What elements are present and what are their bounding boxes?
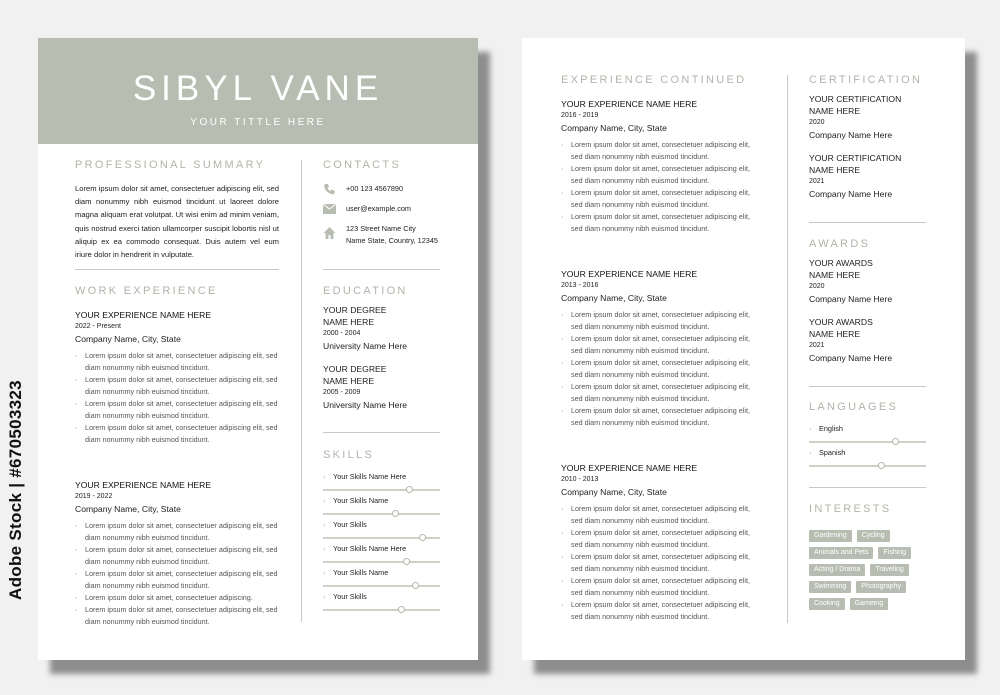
bullet-item: · Lorem ipsum dolor sit amet, consectetuer adipiscing elit, sed diam nonummy nibh euismod tincidunt. [75, 544, 281, 568]
company-name: Company Name, City, State [561, 487, 667, 497]
entry [809, 257, 949, 305]
school-name: University Name Here [323, 341, 408, 351]
section-heading: AWARDS [809, 238, 871, 250]
job-title: YOUR EXPERIENCE NAME HERE [561, 463, 698, 473]
contacts-section [323, 158, 478, 255]
skill-level-bar [323, 537, 440, 539]
skill-list [323, 471, 440, 611]
certification-list [809, 93, 949, 200]
entry [809, 152, 949, 200]
interest-tag: Acting / Drama [809, 564, 865, 576]
award-name: NAME HERE [809, 270, 861, 280]
bullet-item: · Lorem ipsum dolor sit amet, consectetuer adipiscing elit, sed diam nonummy nibh euismod tincidunt. [75, 520, 281, 544]
bullet-item: · Lorem ipsum dolor sit amet, consectetuer adipiscing elit, sed diam nonummy nibh euismod tincidunt. [561, 405, 757, 429]
entry [809, 316, 949, 364]
skill-level-bar [323, 489, 440, 491]
column-divider [301, 160, 302, 622]
stock-watermark-id: Adobe Stock | #670503323 [6, 380, 25, 600]
resume-page-1 [38, 38, 478, 660]
divider [323, 269, 440, 270]
interest-tag: Fishing [878, 547, 911, 559]
interest-tag: Gardening [809, 530, 852, 542]
skill-name: · Your Skills [323, 519, 440, 531]
award-name: YOUR AWARDS [809, 317, 873, 327]
job-dates: 2016 - 2019 [561, 112, 599, 119]
job-entry [75, 479, 281, 628]
skill-level-knob [392, 510, 399, 517]
divider [809, 222, 926, 223]
address-line-1: 123 Street Name City [346, 224, 416, 233]
summary-text: Lorem ipsum dolor sit amet, consectetuer adipiscing elit, sed diam nonummy nibh euismod tincidunt ut laoreet dolore magna aliquam erat volutpat. Ut wisi enim ad minim veniam, quis nostrud exerci tation ullamcorper suscipit lobortis nisl ut aliquip ex ea commodo consequat. Duis autem vel eum iriure dolor in hendrerit in vulputate. [75, 184, 279, 260]
job-dates: 2013 - 2016 [561, 282, 599, 289]
education-years: 2000 - 2004 [323, 330, 361, 337]
job-list [75, 309, 281, 628]
skill-level-bar [323, 561, 440, 563]
award-name: YOUR AWARDS [809, 258, 873, 268]
education-section [323, 284, 478, 411]
interests-section [809, 502, 939, 610]
bullet-item: · Lorem ipsum dolor sit amet, consectetuer adipiscing elit, sed diam nonummy nibh euismod tincidunt. [75, 398, 281, 422]
contact-phone [323, 183, 478, 195]
job-entry [75, 309, 281, 446]
skill-level-bar [323, 585, 440, 587]
degree-name: NAME HERE [323, 317, 375, 327]
bullet-item: · Lorem ipsum dolor sit amet, consectetuer adipiscing elit, sed diam nonummy nibh euismod tincidunt. [561, 187, 757, 211]
certification-name: YOUR CERTIFICATION [809, 94, 902, 104]
job-title: YOUR EXPERIENCE NAME HERE [75, 480, 212, 490]
job-bullets [75, 350, 281, 446]
interest-tag: Traveling [870, 564, 909, 576]
language-name: · English [809, 423, 926, 435]
language-list [809, 423, 926, 467]
interest-tags [809, 530, 929, 610]
language-level-knob [892, 438, 899, 445]
bullet-item: · Lorem ipsum dolor sit amet, consectetuer adipiscing elit, sed diam nonummy nibh euismod tincidunt. [561, 599, 757, 623]
resume-page-2 [522, 38, 965, 660]
section-heading: EDUCATION [323, 285, 408, 297]
certification-name: YOUR CERTIFICATION [809, 153, 902, 163]
bullet-item: · Lorem ipsum dolor sit amet, consectetuer adipiscing elit, sed diam nonummy nibh euismod tincidunt. [561, 139, 757, 163]
awards-list [809, 257, 949, 364]
certification-section [809, 73, 949, 200]
skill-name: · Your Skills Name [323, 495, 440, 507]
languages-section [809, 400, 926, 471]
certification-name: NAME HERE [809, 165, 861, 175]
bullet-item: · Lorem ipsum dolor sit amet, consectetuer adipiscing elit, sed diam nonummy nibh euismod tincidunt. [75, 422, 281, 446]
job-title: YOUR EXPERIENCE NAME HERE [75, 310, 212, 320]
candidate-title: YOUR TITTLE HERE [190, 117, 326, 128]
bullet-item: · Lorem ipsum dolor sit amet, consectetuer adipiscing elit, sed diam nonummy nibh euismod tincidunt. [561, 163, 757, 187]
summary-section [75, 158, 279, 261]
awards-section [809, 237, 949, 364]
bullet-item: · Lorem ipsum dolor sit amet, consectetuer adipiscing elit, sed diam nonummy nibh euismod tincidunt. [561, 309, 757, 333]
bullet-item: · Lorem ipsum dolor sit amet, consectetuer adipiscing elit, sed diam nonummy nibh euismod tincidunt. [561, 381, 757, 405]
section-heading: EXPERIENCE CONTINUED [561, 74, 747, 86]
interest-tag: Cooking [809, 598, 845, 610]
divider [323, 432, 440, 433]
job-title: YOUR EXPERIENCE NAME HERE [561, 99, 698, 109]
bullet-item: · Lorem ipsum dolor sit amet, consectetuer adipiscing elit, sed diam nonummy nibh euismod tincidunt. [561, 527, 757, 551]
skill-name: · Your Skills [323, 591, 440, 603]
section-heading: INTERESTS [809, 503, 892, 515]
certification-year: 2021 [809, 178, 825, 185]
bullet-item: · Lorem ipsum dolor sit amet, consectetuer adipiscing elit, sed diam nonummy nibh euismod tincidunt. [561, 211, 757, 235]
contact-address [323, 223, 478, 247]
email-address: user@example.com [346, 204, 411, 213]
skill-level-knob [419, 534, 426, 541]
degree-name: YOUR DEGREE [323, 364, 387, 374]
resume-header [38, 38, 478, 144]
degree-name: YOUR DEGREE [323, 305, 387, 315]
language-level-knob [878, 462, 885, 469]
school-name: University Name Here [323, 400, 408, 410]
bullet-item: · Lorem ipsum dolor sit amet, consectetuer adipiscing elit, sed diam nonummy nibh euismod tincidunt. [561, 503, 757, 527]
company-name: Company Name, City, State [75, 504, 181, 514]
section-heading: LANGUAGES [809, 401, 899, 413]
job-title: YOUR EXPERIENCE NAME HERE [561, 269, 698, 279]
language-level-bar [809, 441, 926, 443]
interest-tag: Gameing [850, 598, 888, 610]
job-list [561, 98, 757, 623]
interest-tag: Animals and Pets [809, 547, 873, 559]
bullet-item: · Lorem ipsum dolor sit amet, consectetuer adipiscing elit, sed diam nonummy nibh euismod tincidunt. [75, 374, 281, 398]
award-name: NAME HERE [809, 329, 861, 339]
entry [323, 363, 478, 411]
job-entry [561, 462, 757, 623]
bullet-item: · Lorem ipsum dolor sit amet, consectetuer adipiscing elit, sed diam nonummy nibh euismod tincidunt. [561, 551, 757, 575]
language-level-bar [809, 465, 926, 467]
column-divider [787, 75, 788, 623]
education-list [323, 304, 478, 411]
phone-number: +00 123 4567890 [346, 184, 404, 193]
education-years: 2005 - 2009 [323, 389, 361, 396]
divider [75, 269, 279, 270]
mail-icon [323, 203, 336, 215]
section-heading: WORK EXPERIENCE [75, 285, 218, 297]
issuer-name: Company Name Here [809, 353, 893, 363]
job-bullets [561, 139, 757, 235]
bullet-item: · Lorem ipsum dolor sit amet, consectetuer adipiscing. [75, 592, 281, 604]
award-year: 2020 [809, 283, 825, 290]
home-icon [323, 227, 336, 239]
skill-level-bar [323, 513, 440, 515]
job-bullets [561, 503, 757, 623]
job-dates: 2022 - Present [75, 323, 121, 330]
address-line-2: Name State, Country, 12345 [346, 236, 438, 245]
job-entry [561, 98, 757, 235]
bullet-item: · Lorem ipsum dolor sit amet, consectetuer adipiscing elit, sed diam nonummy nibh euismod tincidunt. [561, 357, 757, 381]
skill-level-knob [403, 558, 410, 565]
skills-section [323, 448, 440, 615]
skill-level-knob [398, 606, 405, 613]
contact-email [323, 203, 478, 215]
section-heading: SKILLS [323, 449, 375, 461]
job-dates: 2019 - 2022 [75, 493, 113, 500]
section-heading: CERTIFICATION [809, 74, 923, 86]
award-year: 2021 [809, 342, 825, 349]
company-name: Company Name, City, State [75, 334, 181, 344]
skill-name: · Your Skills Name Here [323, 471, 440, 483]
job-dates: 2010 - 2013 [561, 476, 599, 483]
issuer-name: Company Name Here [809, 294, 893, 304]
phone-icon [323, 183, 336, 195]
job-entry [561, 268, 757, 429]
job-bullets [75, 520, 281, 628]
skill-level-knob [412, 582, 419, 589]
job-bullets [561, 309, 757, 429]
entry [323, 304, 478, 352]
experience-continued-section [561, 73, 757, 623]
interest-tag: Swimming [809, 581, 851, 593]
entry [809, 93, 949, 141]
skill-name: · Your Skills Name Here [323, 543, 440, 555]
interest-tag: Cycling [857, 530, 890, 542]
skill-level-knob [406, 486, 413, 493]
certification-name: NAME HERE [809, 106, 861, 116]
bullet-item: · Lorem ipsum dolor sit amet, consectetuer adipiscing elit, sed diam nonummy nibh euismod tincidunt. [561, 333, 757, 357]
section-heading: CONTACTS [323, 159, 402, 171]
company-name: Company Name, City, State [561, 293, 667, 303]
bullet-item: · Lorem ipsum dolor sit amet, consectetuer adipiscing elit, sed diam nonummy nibh euismod tincidunt. [561, 575, 757, 599]
issuer-name: Company Name Here [809, 130, 893, 140]
bullet-item: · Lorem ipsum dolor sit amet, consectetuer adipiscing elit, sed diam nonummy nibh euismod tincidunt. [75, 568, 281, 592]
skill-level-bar [323, 609, 440, 611]
certification-year: 2020 [809, 119, 825, 126]
bullet-item: · Lorem ipsum dolor sit amet, consectetuer adipiscing elit, sed diam nonummy nibh euismod tincidunt. [75, 350, 281, 374]
section-heading: PROFESSIONAL SUMMARY [75, 159, 266, 171]
divider [809, 487, 926, 488]
skill-name: · Your Skills Name [323, 567, 440, 579]
issuer-name: Company Name Here [809, 189, 893, 199]
divider [809, 386, 926, 387]
language-name: · Spanish [809, 447, 926, 459]
bullet-item: · Lorem ipsum dolor sit amet, consectetuer adipiscing elit, sed diam nonummy nibh euismod tincidunt. [75, 604, 281, 628]
work-experience-section [75, 284, 281, 628]
interest-tag: Photography [856, 581, 906, 593]
company-name: Company Name, City, State [561, 123, 667, 133]
degree-name: NAME HERE [323, 376, 375, 386]
candidate-name: SIBYL VANE [132, 69, 384, 108]
